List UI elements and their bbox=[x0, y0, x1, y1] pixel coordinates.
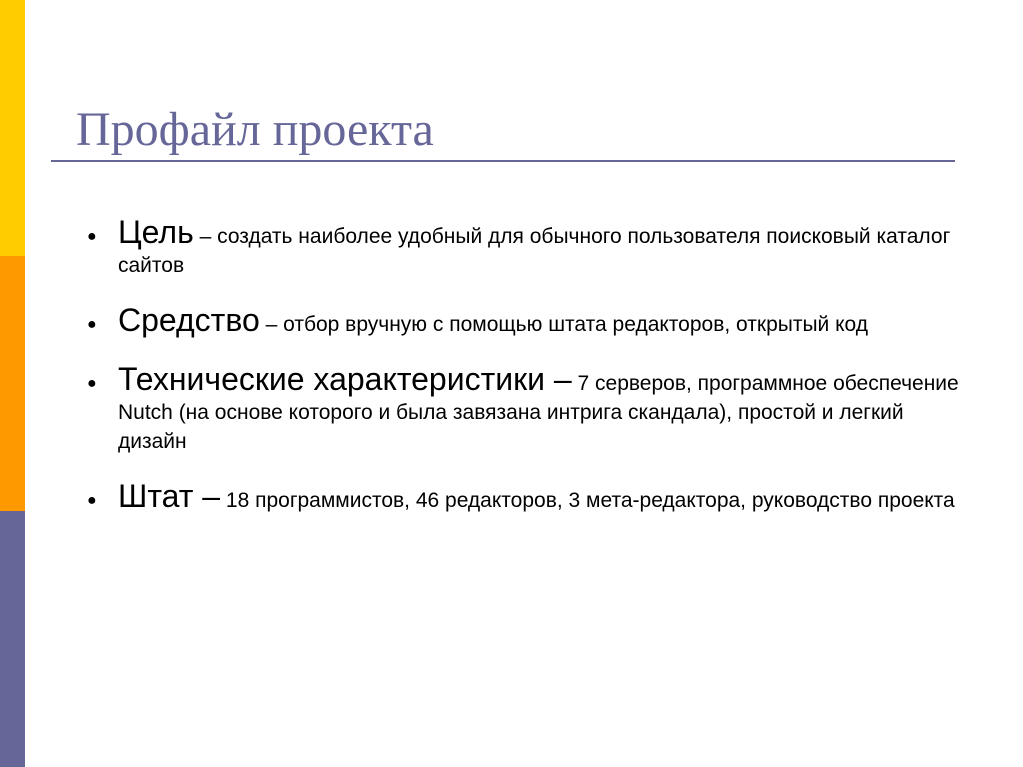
side-accent-bar bbox=[0, 0, 25, 767]
bullet-dot-icon: ● bbox=[87, 375, 97, 392]
bullet-description: – создать наиболее удобный для обычного пользователя поисковый каталог сайтов bbox=[118, 225, 951, 277]
side-accent-segment-orange bbox=[0, 256, 25, 511]
title-underline bbox=[51, 160, 955, 162]
bullet-item-technical bbox=[87, 361, 967, 456]
side-accent-segment-yellow bbox=[0, 0, 25, 256]
bullet-description: – отбор вручную с помощью штата редакторов, открытый код bbox=[259, 313, 869, 336]
bullet-description: 18 программистов, 46 редакторов, 3 мета-редактора, руководство проекта bbox=[220, 489, 955, 512]
bullet-term: Технические характеристики – bbox=[118, 361, 572, 397]
bullet-dot-icon: ● bbox=[87, 316, 97, 333]
bullet-term: Штат – bbox=[118, 478, 221, 514]
bullet-dot-icon: ● bbox=[87, 228, 97, 245]
bullet-item-staff bbox=[87, 478, 967, 515]
bullet-item-means bbox=[87, 302, 967, 339]
bullet-term: Средство bbox=[118, 302, 260, 338]
slide-title: Профайл проекта bbox=[76, 103, 434, 156]
side-accent-segment-purple bbox=[0, 511, 25, 767]
bullet-item-goal bbox=[87, 214, 967, 280]
bullet-description: 7 серверов, программное обеспечение Nutch (на основе которого и была завязана интрига скандала), простой и легкий дизайн bbox=[118, 372, 959, 453]
bullet-term: Цель bbox=[118, 214, 194, 250]
bullet-list bbox=[87, 214, 967, 540]
bullet-dot-icon: ● bbox=[87, 492, 97, 509]
